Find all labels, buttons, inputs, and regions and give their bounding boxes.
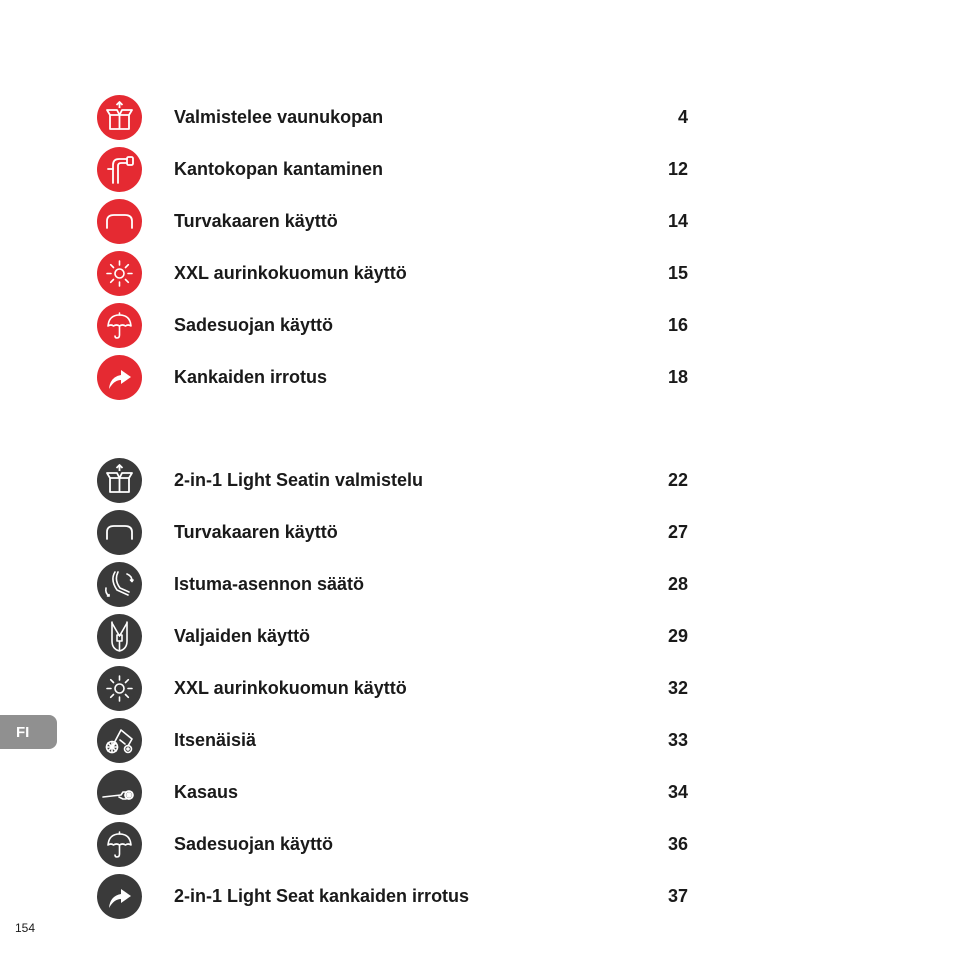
toc-entry-title: XXL aurinkokuomun käyttö: [174, 678, 407, 698]
toc-entry-title: XXL aurinkokuomun käyttö: [174, 263, 407, 283]
toc-entry[interactable]: [97, 562, 697, 608]
toc-entry[interactable]: [97, 303, 697, 349]
toc-entry[interactable]: [97, 199, 697, 245]
toc-entry[interactable]: [97, 874, 697, 920]
fold-icon: [97, 770, 142, 815]
toc-entry[interactable]: [97, 666, 697, 712]
toc-entry-title: Sadesuojan käyttö: [174, 315, 334, 335]
toc-entry[interactable]: [97, 458, 697, 504]
toc-entry-title: Kantokopan kantaminen: [174, 159, 384, 179]
sun-icon: [97, 251, 142, 296]
language-tab: [0, 715, 57, 749]
toc-entry[interactable]: [97, 355, 697, 401]
toc-entry-title: Valjaiden käyttö: [174, 626, 311, 646]
carry-handle-icon: [97, 147, 142, 192]
toc-entry[interactable]: [97, 147, 697, 193]
toc-entry-page: 15: [667, 263, 688, 283]
toc-entry-page: 28: [667, 574, 688, 594]
toc-entry-title: Istuma-asennon säätö: [174, 574, 365, 594]
toc-entry[interactable]: [97, 251, 697, 297]
toc-entry-page: 27: [667, 522, 688, 542]
bumper-bar-icon: [97, 510, 142, 555]
toc-entry-title: Kasaus: [174, 782, 239, 802]
sun-icon: [97, 666, 142, 711]
toc-entry-title: Turvakaaren käyttö: [174, 211, 338, 231]
toc-entry-title: Kankaiden irrotus: [174, 367, 328, 387]
toc-entry-page: 37: [667, 886, 688, 906]
toc-entry-page: 34: [667, 782, 688, 802]
toc-entry-page: 14: [667, 211, 688, 231]
toc-entry-page: 36: [667, 834, 688, 854]
toc-entry-title: Valmistelee vaunukopan: [174, 107, 384, 127]
unbox-icon: [97, 458, 142, 503]
stroller-icon: [97, 718, 142, 763]
toc-entry-page: 32: [667, 678, 688, 698]
toc-entry-page: 4: [677, 107, 688, 127]
language-tab-label: FI: [16, 723, 30, 741]
toc-entry-page: 16: [667, 315, 688, 335]
toc-entry[interactable]: [97, 770, 697, 816]
unbox-icon: [97, 95, 142, 140]
arrow-curve-icon: [97, 355, 142, 400]
bumper-bar-icon: [97, 199, 142, 244]
toc-entry-page: 18: [667, 367, 688, 387]
toc-entry[interactable]: [97, 510, 697, 556]
toc-entry-page: 22: [667, 470, 688, 490]
toc-entry[interactable]: [97, 95, 697, 141]
arrow-curve-icon: [97, 874, 142, 919]
toc-entry-page: 33: [667, 730, 688, 750]
toc-entry[interactable]: [97, 614, 697, 660]
toc-entry-title: 2-in-1 Light Seatin valmistelu: [174, 470, 424, 490]
umbrella-icon: [97, 303, 142, 348]
page-number: 154: [15, 921, 36, 935]
toc-entry-page: 29: [667, 626, 688, 646]
harness-icon: [97, 614, 142, 659]
umbrella-icon: [97, 822, 142, 867]
toc-entry-page: 12: [667, 159, 688, 179]
toc-entry[interactable]: [97, 718, 697, 764]
toc-entry-title: Turvakaaren käyttö: [174, 522, 338, 542]
toc-entry-title: Itsenäisiä: [174, 730, 257, 750]
toc-entry-title: Sadesuojan käyttö: [174, 834, 334, 854]
toc-entry-title: 2-in-1 Light Seat kankaiden irrotus: [174, 886, 470, 906]
recline-icon: [97, 562, 142, 607]
toc-entry[interactable]: [97, 822, 697, 868]
